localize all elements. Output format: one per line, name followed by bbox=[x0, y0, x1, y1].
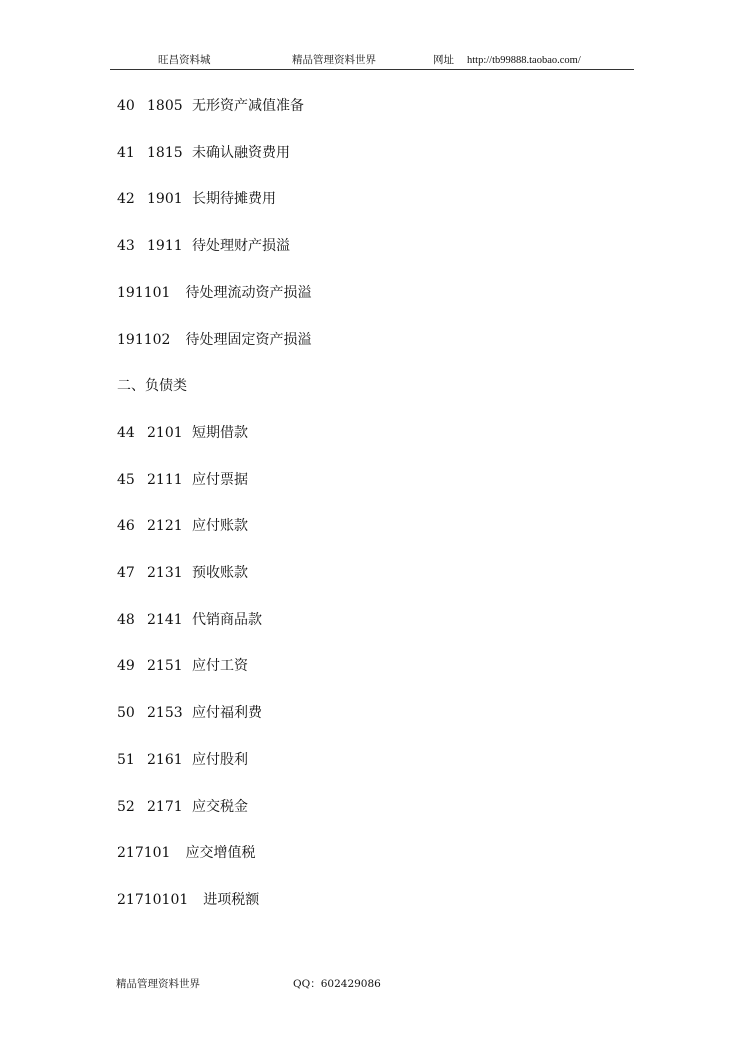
sub-account-name: 应交增值税 bbox=[185, 845, 256, 861]
account-name: 应付股利 bbox=[192, 752, 248, 768]
entry-number: 43 bbox=[117, 238, 135, 254]
account-code: 2111 bbox=[147, 472, 183, 488]
account-name: 应交税金 bbox=[192, 799, 248, 815]
account-name: 应付工资 bbox=[192, 658, 248, 674]
account-entry bbox=[117, 424, 248, 442]
sub-account-entry bbox=[117, 891, 259, 909]
account-name: 待处理财产损溢 bbox=[192, 238, 290, 254]
entry-number: 52 bbox=[117, 799, 135, 815]
account-entry bbox=[117, 798, 248, 816]
entry-number: 44 bbox=[117, 425, 135, 441]
account-name: 长期待摊费用 bbox=[192, 191, 276, 207]
account-code: 2153 bbox=[147, 705, 183, 721]
page-header bbox=[110, 52, 634, 70]
account-name: 应付福利费 bbox=[192, 705, 262, 721]
account-code: 2171 bbox=[147, 799, 183, 815]
account-entry bbox=[117, 517, 248, 535]
header-url-link[interactable]: http://tb99888.taobao.com/ bbox=[467, 55, 581, 66]
sub-account-name: 待处理固定资产损溢 bbox=[185, 332, 312, 348]
account-code: 1901 bbox=[147, 191, 183, 207]
footer-site-name: 精品管理资料世界 bbox=[116, 978, 200, 990]
account-entry bbox=[117, 190, 276, 208]
sub-account-entry bbox=[117, 284, 311, 302]
sub-account-entry bbox=[117, 331, 311, 349]
account-entry bbox=[117, 564, 248, 582]
account-code: 2141 bbox=[147, 612, 183, 628]
account-code: 2161 bbox=[147, 752, 183, 768]
entry-number: 41 bbox=[117, 145, 135, 161]
sub-account-code: 217101 bbox=[117, 845, 171, 861]
account-code: 2151 bbox=[147, 658, 183, 674]
account-code: 2121 bbox=[147, 518, 183, 534]
account-name: 未确认融资费用 bbox=[192, 145, 290, 161]
account-entry bbox=[117, 471, 248, 489]
account-code: 2131 bbox=[147, 565, 183, 581]
account-entry bbox=[117, 144, 290, 162]
account-name: 无形资产减值准备 bbox=[192, 98, 304, 114]
account-entry bbox=[117, 237, 290, 255]
entry-number: 45 bbox=[117, 472, 135, 488]
entry-number: 47 bbox=[117, 565, 135, 581]
header-site-name: 精品管理资料世界 bbox=[292, 54, 376, 66]
account-code: 1815 bbox=[147, 145, 183, 161]
account-entry bbox=[117, 97, 304, 115]
entry-number: 51 bbox=[117, 752, 135, 768]
account-entry bbox=[117, 657, 248, 675]
entry-number: 42 bbox=[117, 191, 135, 207]
account-name: 代销商品款 bbox=[192, 612, 262, 628]
account-code: 1805 bbox=[147, 98, 183, 114]
sub-account-code: 191102 bbox=[117, 332, 171, 348]
header-url-label: 网址 bbox=[433, 54, 454, 66]
entry-number: 49 bbox=[117, 658, 135, 674]
account-code: 2101 bbox=[147, 425, 183, 441]
entry-number: 46 bbox=[117, 518, 135, 534]
entry-number: 40 bbox=[117, 98, 135, 114]
account-entry bbox=[117, 611, 262, 629]
sub-account-code: 191101 bbox=[117, 285, 171, 301]
account-name: 预收账款 bbox=[192, 565, 248, 581]
account-name: 应付账款 bbox=[192, 518, 248, 534]
account-entry bbox=[117, 704, 262, 722]
account-entry bbox=[117, 751, 248, 769]
account-code: 1911 bbox=[147, 238, 183, 254]
sub-account-code: 21710101 bbox=[117, 892, 189, 908]
entry-number: 48 bbox=[117, 612, 135, 628]
sub-account-name: 待处理流动资产损溢 bbox=[185, 285, 312, 301]
header-shop-name: 旺昌资料城 bbox=[158, 54, 211, 66]
account-name: 短期借款 bbox=[192, 425, 248, 441]
sub-account-name: 进项税额 bbox=[203, 892, 260, 908]
account-name: 应付票据 bbox=[192, 472, 248, 488]
sub-account-entry bbox=[117, 844, 255, 862]
entry-number: 50 bbox=[117, 705, 135, 721]
section-heading: 二、负债类 bbox=[117, 378, 187, 394]
footer-qq: QQ：602429086 bbox=[293, 978, 381, 990]
